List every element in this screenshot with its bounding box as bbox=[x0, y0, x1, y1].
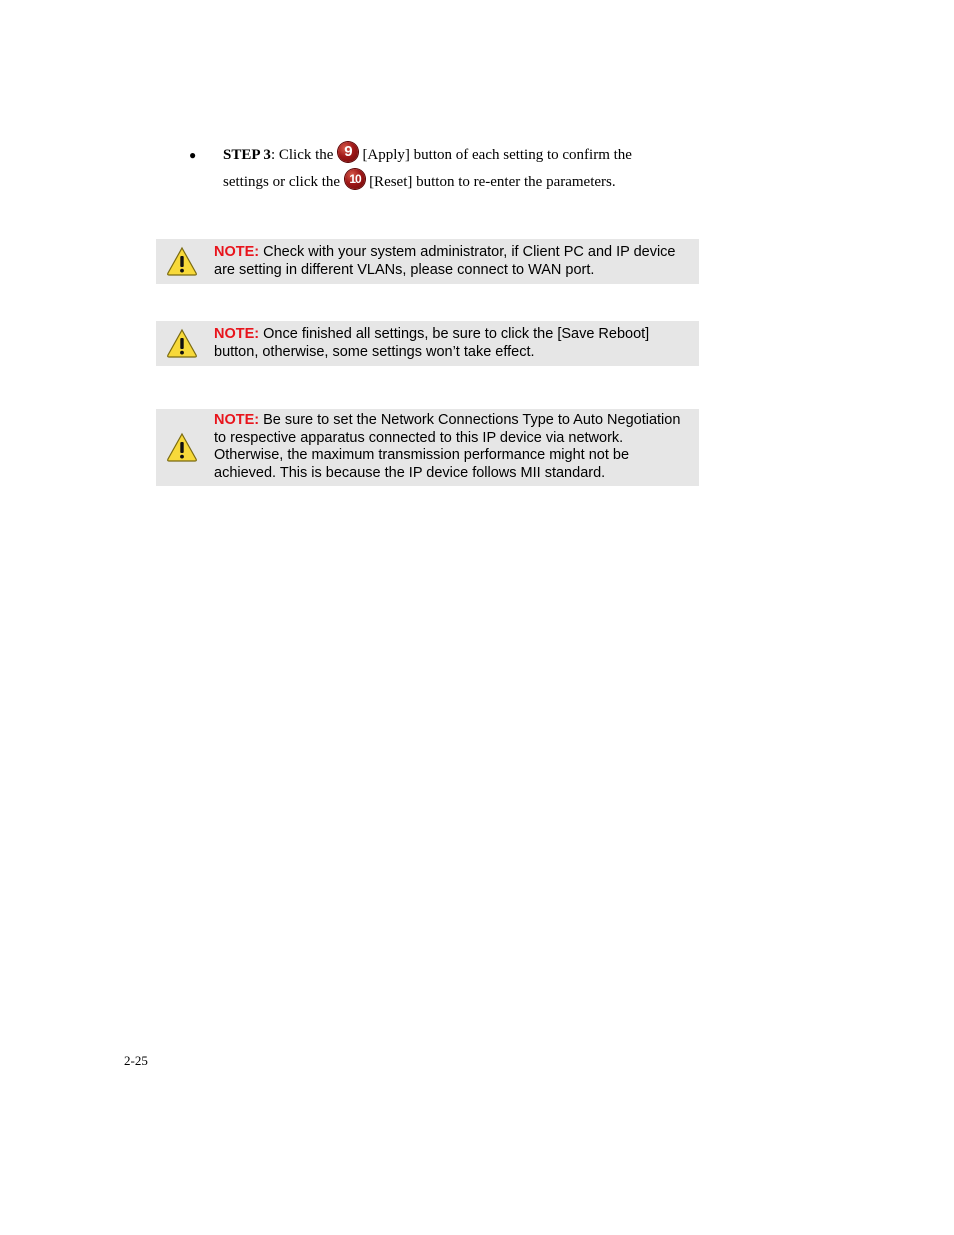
note-box-save-reboot bbox=[156, 321, 699, 366]
note-text bbox=[214, 412, 689, 482]
page-number: 2-25 bbox=[124, 1053, 148, 1068]
note-text bbox=[214, 244, 689, 279]
note-text bbox=[214, 326, 689, 361]
note-body: Be sure to set the Network Connections Type to Auto Negotiation to respective apparatus connected to this IP device via network. Otherwise, the maximum transmission performance might not be achieved. This is because the IP device follows MII standard. bbox=[214, 412, 681, 481]
note-body: Check with your system administrator, if Client PC and IP device are setting in different VLANs, please connect to WAN port. bbox=[214, 244, 676, 278]
step-line1-after: [Apply] button of each setting to confirm the bbox=[362, 147, 632, 163]
warning-icon bbox=[166, 246, 198, 276]
note-label: NOTE: bbox=[214, 244, 260, 260]
step-line2-after: [Reset] button to re-enter the parameters. bbox=[369, 174, 616, 190]
reset-number-badge-icon: 10 bbox=[345, 169, 365, 189]
warning-icon bbox=[166, 328, 198, 358]
bullet-icon: ● bbox=[189, 148, 197, 162]
step-line1-before: : Click the bbox=[270, 147, 334, 163]
warning-icon bbox=[166, 432, 198, 462]
apply-number-badge-icon: 9 bbox=[338, 142, 358, 162]
step-text bbox=[223, 142, 703, 196]
note-box-vlan bbox=[156, 239, 699, 284]
note-label: NOTE: bbox=[214, 412, 260, 428]
note-body: Once finished all settings, be sure to click the [Save Reboot] button, otherwise, some settings won’t take effect. bbox=[214, 326, 650, 360]
step-label: STEP 3 bbox=[223, 147, 271, 163]
note-label: NOTE: bbox=[214, 326, 260, 342]
step-line2-before: settings or click the bbox=[223, 174, 341, 190]
note-box-auto-negotiation bbox=[156, 409, 699, 486]
